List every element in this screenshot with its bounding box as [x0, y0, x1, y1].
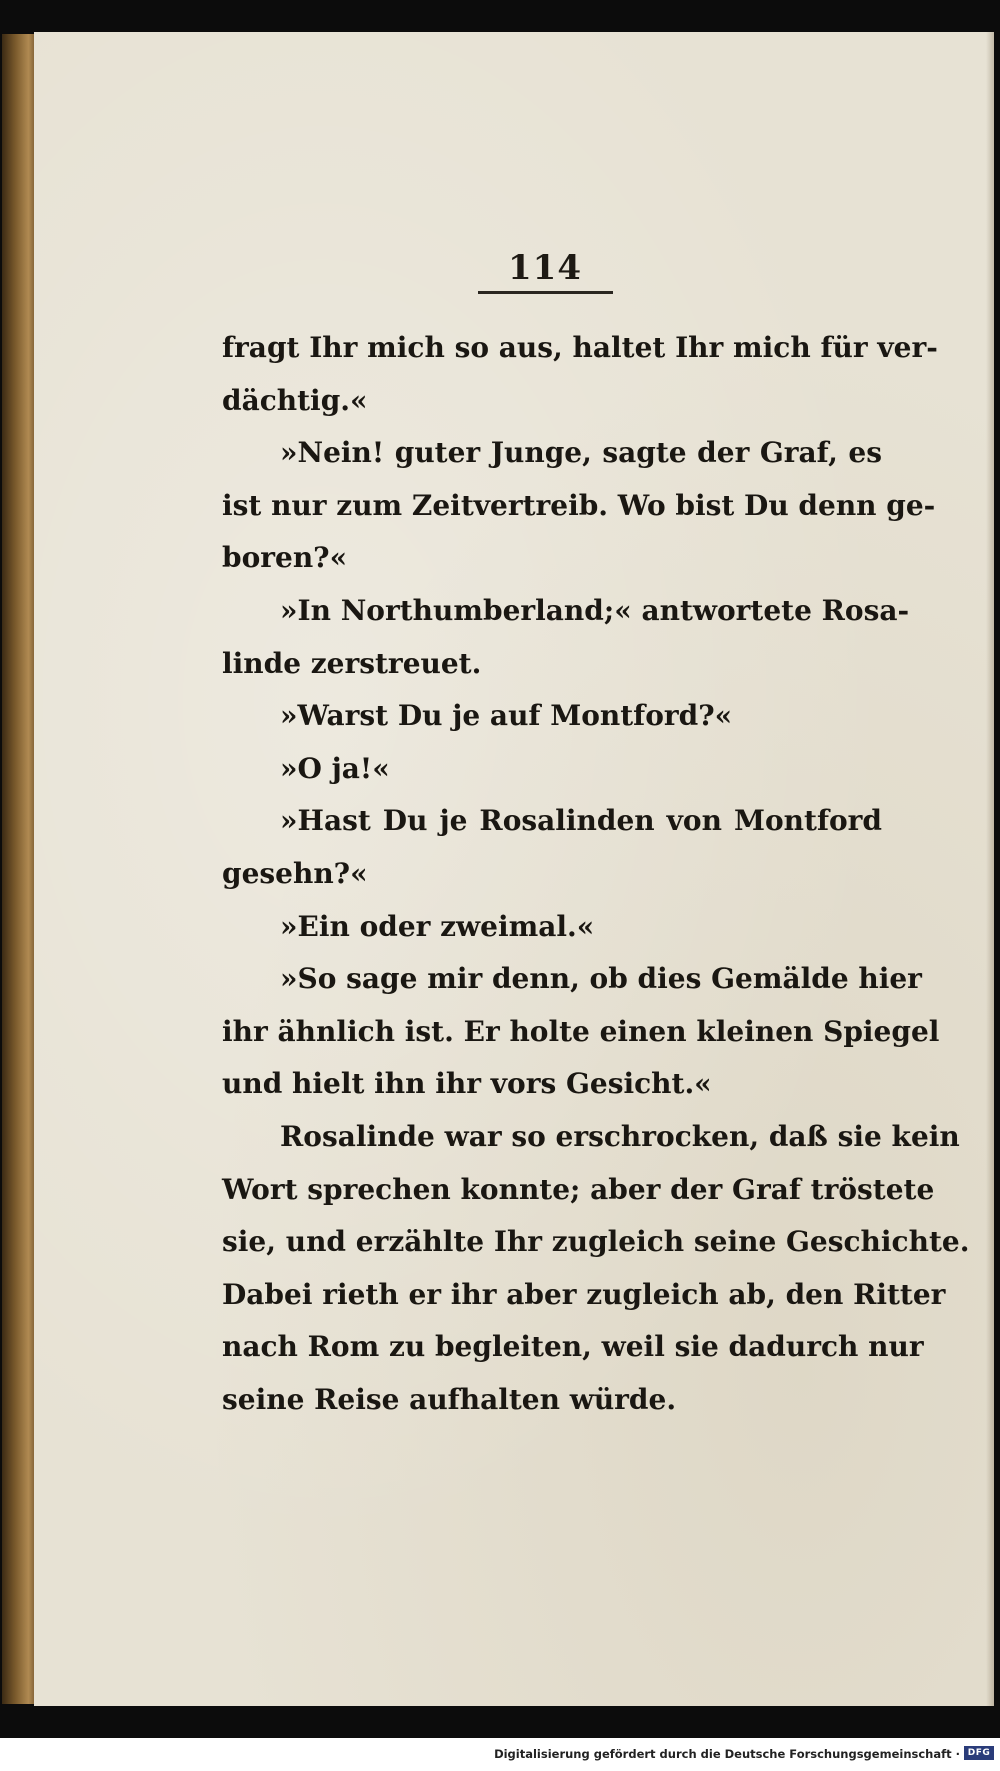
text-line: und hielt ihn ihr vors Gesicht.«: [222, 1067, 712, 1101]
text-line: »Hast Du je Rosalinden von Montford: [280, 804, 882, 838]
text-line: »Nein! guter Junge, sagte der Graf, es: [280, 436, 882, 470]
page-number: 114: [508, 248, 582, 288]
dfg-logo: DFG: [964, 1746, 994, 1760]
text-line: fragt Ihr mich so aus, haltet Ihr mich für ver-: [222, 331, 938, 364]
text-line: gesehn?«: [222, 856, 368, 890]
text-line: dächtig.«: [222, 383, 368, 417]
page-text: [222, 322, 970, 1426]
text-line: Rosalinde war so erschrocken, daß sie kein: [280, 1119, 960, 1153]
footer-credit: Digitalisierung gefördert durch die Deutsche Forschungsgemeinschaft ·: [494, 1747, 960, 1761]
text-line: nach Rom zu begleiten, weil sie dadurch nur: [222, 1330, 924, 1364]
text-line: Dabei rieth er ihr aber zugleich ab, den Ritter: [222, 1277, 946, 1311]
page-shadow: [986, 32, 994, 1706]
page-number-rule: [478, 291, 613, 294]
text-line: »In Northumberland;« antwortete Rosa-: [280, 593, 910, 627]
text-line: »Warst Du je auf Montford?«: [280, 699, 733, 733]
text-line: boren?«: [222, 541, 348, 575]
text-line: ihr ähnlich ist. Er holte einen kleinen Spiegel: [222, 1014, 940, 1048]
text-line: seine Reise aufhalten würde.: [222, 1382, 677, 1416]
text-line: sie, und erzählte Ihr zugleich seine Geschichte.: [222, 1225, 970, 1259]
text-line: »So sage mir denn, ob dies Gemälde hier: [280, 962, 922, 996]
text-line: linde zerstreuet.: [222, 646, 482, 680]
text-line: Wort sprechen konnte; aber der Graf tröstete: [222, 1172, 935, 1206]
text-line: »Ein oder zweimal.«: [280, 909, 595, 943]
text-line: »O ja!«: [280, 751, 390, 785]
text-line: ist nur zum Zeitvertreib. Wo bist Du denn ge-: [222, 488, 936, 522]
